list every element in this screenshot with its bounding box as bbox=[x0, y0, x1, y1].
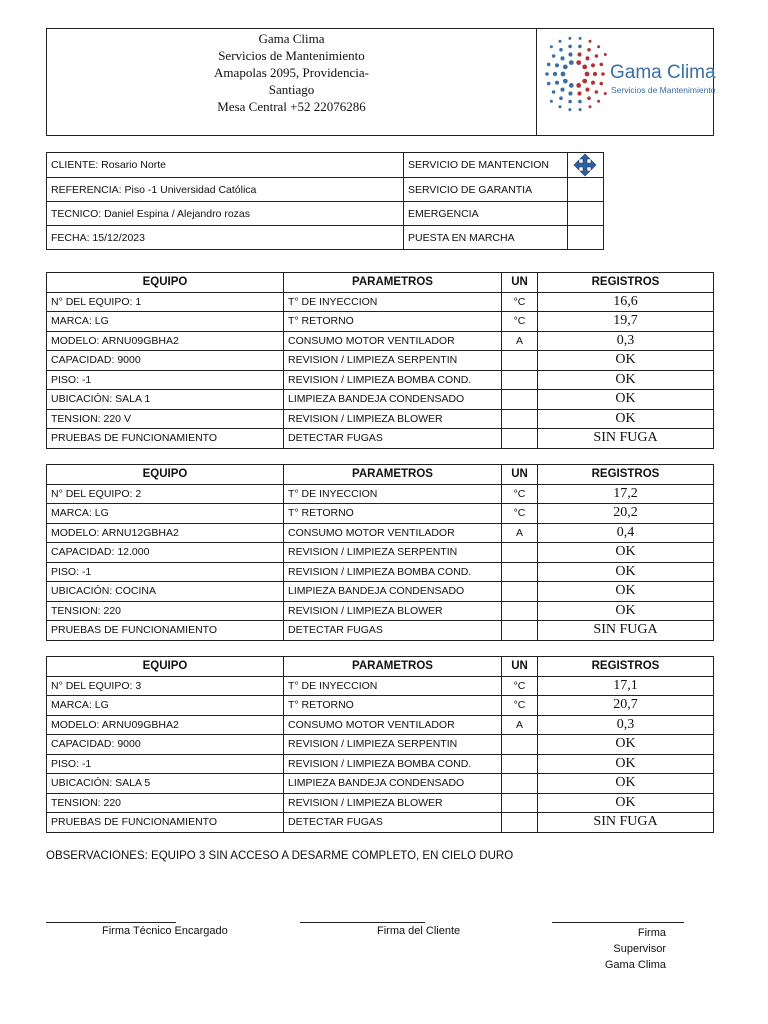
table-row bbox=[47, 331, 714, 351]
equipment-cell: MARCA: LG bbox=[47, 696, 284, 716]
unit-cell bbox=[502, 543, 538, 563]
record-cell: OK bbox=[538, 370, 714, 390]
record-cell: OK bbox=[538, 582, 714, 602]
parameter-cell: T° DE INYECCION bbox=[284, 484, 502, 504]
equipment-cell: PRUEBAS DE FUNCIONAMIENTO bbox=[47, 429, 284, 449]
parameter-cell: T° DE INYECCION bbox=[284, 292, 502, 312]
equipment-cell: MARCA: LG bbox=[47, 312, 284, 332]
table-row bbox=[47, 370, 714, 390]
unit-cell: A bbox=[502, 331, 538, 351]
table-row bbox=[47, 601, 714, 621]
unit-cell bbox=[502, 601, 538, 621]
parameter-cell: DETECTAR FUGAS bbox=[284, 621, 502, 641]
service-info-table bbox=[46, 152, 604, 250]
service-type-mark[interactable] bbox=[568, 202, 604, 226]
equipment-table bbox=[46, 272, 714, 449]
table-row bbox=[47, 676, 714, 696]
unit-cell: °C bbox=[502, 504, 538, 524]
equipment-cell: PISO: -1 bbox=[47, 370, 284, 390]
equipment-cell: N° DEL EQUIPO: 2 bbox=[47, 484, 284, 504]
table-row bbox=[47, 696, 714, 716]
unit-cell bbox=[502, 562, 538, 582]
unit-cell bbox=[502, 429, 538, 449]
parameter-cell: REVISION / LIMPIEZA BLOWER bbox=[284, 793, 502, 813]
signature-line-technician bbox=[46, 922, 176, 923]
equipment-cell: MARCA: LG bbox=[47, 504, 284, 524]
signature-label-client: Firma del Cliente bbox=[377, 925, 461, 937]
signature-line-supervisor bbox=[552, 922, 684, 923]
record-cell: OK bbox=[538, 562, 714, 582]
company-address-1: Amapolas 2095, Providencia- bbox=[214, 65, 369, 80]
equipment-cell: UBICACIÓN: COCINA bbox=[47, 582, 284, 602]
record-cell: 20,2 bbox=[538, 504, 714, 524]
record-cell: 16,6 bbox=[538, 292, 714, 312]
equipment-cell: PRUEBAS DE FUNCIONAMIENTO bbox=[47, 621, 284, 641]
parameter-cell: T° RETORNO bbox=[284, 504, 502, 524]
unit-cell bbox=[502, 390, 538, 410]
service-type-label: EMERGENCIA bbox=[404, 202, 568, 226]
service-type-mark[interactable] bbox=[568, 226, 604, 250]
service-type-mark[interactable] bbox=[568, 178, 604, 202]
unit-cell bbox=[502, 735, 538, 755]
service-row bbox=[47, 178, 604, 202]
parameter-cell: REVISION / LIMPIEZA BOMBA COND. bbox=[284, 370, 502, 390]
service-type-mark[interactable] bbox=[568, 153, 604, 178]
equipment-cell: N° DEL EQUIPO: 1 bbox=[47, 292, 284, 312]
header-equipo: EQUIPO bbox=[47, 657, 284, 677]
service-row bbox=[47, 153, 604, 178]
header-parametros: PARAMETROS bbox=[284, 657, 502, 677]
unit-cell bbox=[502, 754, 538, 774]
parameter-cell: REVISION / LIMPIEZA BLOWER bbox=[284, 601, 502, 621]
equipment-cell: CAPACIDAD: 9000 bbox=[47, 735, 284, 755]
table-row bbox=[47, 504, 714, 524]
equipment-cell: MODELO: ARNU12GBHA2 bbox=[47, 523, 284, 543]
signature-supervisor-line-3: Gama Clima bbox=[604, 959, 666, 971]
service-type-label: SERVICIO DE GARANTIA bbox=[404, 178, 568, 202]
header-parametros: PARAMETROS bbox=[284, 273, 502, 293]
date-cell: FECHA: 15/12/2023 bbox=[47, 226, 404, 250]
parameter-cell: REVISION / LIMPIEZA SERPENTIN bbox=[284, 351, 502, 371]
unit-cell: A bbox=[502, 523, 538, 543]
table-row bbox=[47, 543, 714, 563]
table-row bbox=[47, 292, 714, 312]
record-cell: SIN FUGA bbox=[538, 813, 714, 833]
unit-cell bbox=[502, 351, 538, 371]
table-row bbox=[47, 735, 714, 755]
company-address-2: Santiago bbox=[268, 82, 315, 97]
table-row bbox=[47, 312, 714, 332]
table-row bbox=[47, 813, 714, 833]
table-row bbox=[47, 523, 714, 543]
equipment-cell: UBICACIÓN: SALA 5 bbox=[47, 774, 284, 794]
equipment-cell: TENSION: 220 bbox=[47, 793, 284, 813]
table-row bbox=[47, 793, 714, 813]
record-cell: 17,2 bbox=[538, 484, 714, 504]
company-tagline: Servicios de Mantenimiento bbox=[218, 48, 365, 63]
header-equipo: EQUIPO bbox=[47, 465, 284, 485]
parameter-cell: LIMPIEZA BANDEJA CONDENSADO bbox=[284, 582, 502, 602]
parameter-cell: CONSUMO MOTOR VENTILADOR bbox=[284, 715, 502, 735]
parameter-cell: REVISION / LIMPIEZA BOMBA COND. bbox=[284, 754, 502, 774]
header-un: UN bbox=[502, 657, 538, 677]
record-cell: SIN FUGA bbox=[538, 429, 714, 449]
service-type-label: SERVICIO DE MANTENCION bbox=[404, 153, 568, 178]
parameter-cell: T° RETORNO bbox=[284, 696, 502, 716]
unit-cell bbox=[502, 621, 538, 641]
parameter-cell: DETECTAR FUGAS bbox=[284, 429, 502, 449]
unit-cell: °C bbox=[502, 312, 538, 332]
unit-cell: °C bbox=[502, 292, 538, 312]
signature-supervisor-line-2: Supervisor bbox=[613, 943, 666, 955]
record-cell: SIN FUGA bbox=[538, 621, 714, 641]
move-arrows-icon bbox=[568, 153, 602, 177]
table-row bbox=[47, 409, 714, 429]
equipment-cell: PISO: -1 bbox=[47, 754, 284, 774]
service-type-label: PUESTA EN MARCHA bbox=[404, 226, 568, 250]
unit-cell bbox=[502, 774, 538, 794]
parameter-cell: DETECTAR FUGAS bbox=[284, 813, 502, 833]
parameter-cell: REVISION / LIMPIEZA BOMBA COND. bbox=[284, 562, 502, 582]
equipment-cell: PISO: -1 bbox=[47, 562, 284, 582]
table-row bbox=[47, 484, 714, 504]
record-cell: 19,7 bbox=[538, 312, 714, 332]
unit-cell bbox=[502, 582, 538, 602]
record-cell: OK bbox=[538, 390, 714, 410]
equipment-cell: PRUEBAS DE FUNCIONAMIENTO bbox=[47, 813, 284, 833]
unit-cell: A bbox=[502, 715, 538, 735]
equipment-cell: MODELO: ARNU09GBHA2 bbox=[47, 331, 284, 351]
table-row bbox=[47, 429, 714, 449]
record-cell: OK bbox=[538, 409, 714, 429]
parameter-cell: LIMPIEZA BANDEJA CONDENSADO bbox=[284, 774, 502, 794]
unit-cell bbox=[502, 370, 538, 390]
record-cell: OK bbox=[538, 601, 714, 621]
record-cell: 0,3 bbox=[538, 715, 714, 735]
header-equipo: EQUIPO bbox=[47, 273, 284, 293]
observations: OBSERVACIONES: EQUIPO 3 SIN ACCESO A DESARME COMPLETO, EN CIELO DURO bbox=[46, 850, 514, 862]
table-row bbox=[47, 582, 714, 602]
table-row bbox=[47, 621, 714, 641]
record-cell: OK bbox=[538, 774, 714, 794]
parameter-cell: LIMPIEZA BANDEJA CONDENSADO bbox=[284, 390, 502, 410]
record-cell: 0,3 bbox=[538, 331, 714, 351]
service-row bbox=[47, 226, 604, 250]
company-name: Gama Clima bbox=[258, 31, 325, 46]
signature-supervisor-line-1: Firma bbox=[637, 927, 666, 939]
service-row bbox=[47, 202, 604, 226]
table-header-row bbox=[47, 465, 714, 485]
record-cell: OK bbox=[538, 754, 714, 774]
table-header-row bbox=[47, 657, 714, 677]
table-header-row bbox=[47, 273, 714, 293]
parameter-cell: REVISION / LIMPIEZA BLOWER bbox=[284, 409, 502, 429]
record-cell: OK bbox=[538, 543, 714, 563]
table-row bbox=[47, 774, 714, 794]
parameter-cell: REVISION / LIMPIEZA SERPENTIN bbox=[284, 735, 502, 755]
equipment-table bbox=[46, 656, 714, 833]
unit-cell bbox=[502, 793, 538, 813]
table-row bbox=[47, 390, 714, 410]
equipment-cell: UBICACIÓN: SALA 1 bbox=[47, 390, 284, 410]
parameter-cell: T° RETORNO bbox=[284, 312, 502, 332]
logo-name: Gama Clima bbox=[610, 62, 716, 83]
signature-label-supervisor bbox=[600, 925, 666, 973]
equipment-table bbox=[46, 464, 714, 641]
parameter-cell: T° DE INYECCION bbox=[284, 676, 502, 696]
equipment-cell: TENSION: 220 bbox=[47, 601, 284, 621]
table-row bbox=[47, 562, 714, 582]
record-cell: OK bbox=[538, 793, 714, 813]
record-cell: OK bbox=[538, 735, 714, 755]
header-registros: REGISTROS bbox=[538, 273, 714, 293]
company-phone: Mesa Central +52 22076286 bbox=[217, 99, 366, 114]
logo-dots-icon bbox=[545, 34, 609, 130]
company-logo bbox=[545, 34, 716, 130]
parameter-cell: CONSUMO MOTOR VENTILADOR bbox=[284, 523, 502, 543]
unit-cell: °C bbox=[502, 484, 538, 504]
unit-cell: °C bbox=[502, 676, 538, 696]
equipment-cell: CAPACIDAD: 12.000 bbox=[47, 543, 284, 563]
table-row bbox=[47, 754, 714, 774]
header-registros: REGISTROS bbox=[538, 657, 714, 677]
unit-cell bbox=[502, 813, 538, 833]
header-un: UN bbox=[502, 465, 538, 485]
header-parametros: PARAMETROS bbox=[284, 465, 502, 485]
equipment-cell: TENSION: 220 V bbox=[47, 409, 284, 429]
signature-line-client bbox=[300, 922, 425, 923]
signature-label-technician: Firma Técnico Encargado bbox=[102, 925, 228, 937]
unit-cell bbox=[502, 409, 538, 429]
parameter-cell: REVISION / LIMPIEZA SERPENTIN bbox=[284, 543, 502, 563]
equipment-cell: N° DEL EQUIPO: 3 bbox=[47, 676, 284, 696]
reference-cell: REFERENCIA: Piso -1 Universidad Católica bbox=[47, 178, 404, 202]
company-info bbox=[47, 29, 537, 135]
header-un: UN bbox=[502, 273, 538, 293]
record-cell: 17,1 bbox=[538, 676, 714, 696]
table-row bbox=[47, 351, 714, 371]
record-cell: OK bbox=[538, 351, 714, 371]
equipment-cell: MODELO: ARNU09GBHA2 bbox=[47, 715, 284, 735]
equipment-cell: CAPACIDAD: 9000 bbox=[47, 351, 284, 371]
unit-cell: °C bbox=[502, 696, 538, 716]
record-cell: 20,7 bbox=[538, 696, 714, 716]
client-cell: CLIENTE: Rosario Norte bbox=[47, 153, 404, 178]
technician-cell: TECNICO: Daniel Espina / Alejandro rozas bbox=[47, 202, 404, 226]
table-row bbox=[47, 715, 714, 735]
parameter-cell: CONSUMO MOTOR VENTILADOR bbox=[284, 331, 502, 351]
logo-subtitle: Servicios de Mantenimiento bbox=[611, 85, 716, 95]
header-registros: REGISTROS bbox=[538, 465, 714, 485]
record-cell: 0,4 bbox=[538, 523, 714, 543]
